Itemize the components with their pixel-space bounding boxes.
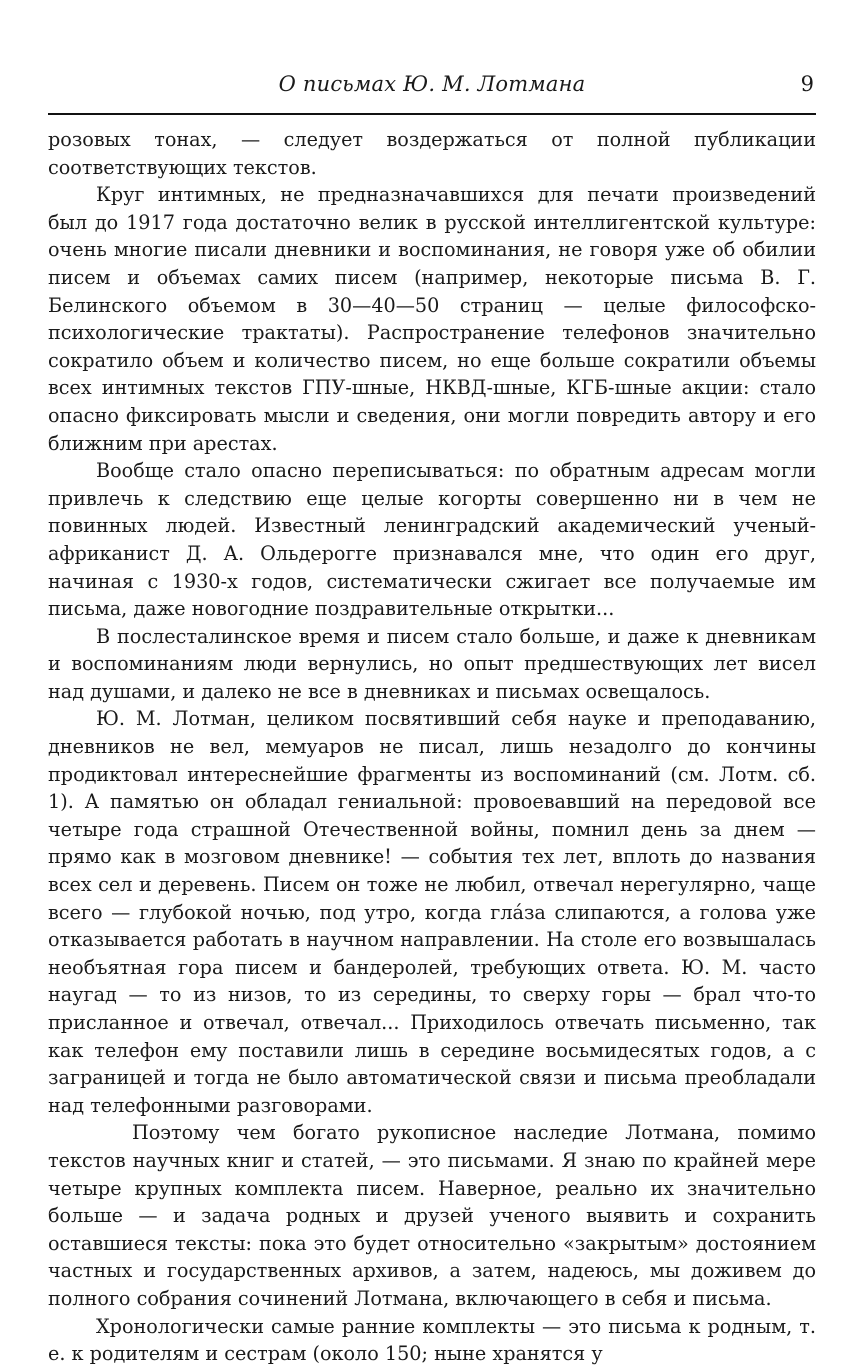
paragraph: Вообще стало опасно переписываться: по обратным адресам могли привлечь к следствию еще целые когорты совершенно ни в чем не повинных людей. Известный ленинградский академический ученый-африканист Д. А. Ольдерогге признавался мне, что один его друг, начиная с 1930-х годов, систематически сжигает все получаемые им письма, даже новогодние поздравительные открытки... — [48, 459, 816, 621]
paragraph: Поэтому чем богато рукописное наследие Лотмана, помимо текстов научных книг и статей, — это письмами. Я знаю по крайней мере четыре крупных комплекта писем. Наверное, реально их значительно больше — и задача родных и друзей ученого выявить и сохранить оставшиеся тексты: пока это будет относительно «закрытым» достоянием частных и государственных архивов, а затем, надеюсь, мы доживем до полного собрания сочинений Лотмана, включающего в себя и письма. — [48, 1121, 816, 1310]
header-rule — [48, 113, 816, 115]
paragraph: Хронологически самые ранние комплекты — это письма к родным, т. е. к родителям и сестрам (около 150; ныне хранятся у — [48, 1314, 816, 1366]
page-number: 9 — [800, 72, 814, 96]
paragraph: Круг интимных, не предназначавшихся для печати произведений был до 1917 года достаточно велик в русской интеллигентской культуре: очень многие писали дневники и воспоминания, не говоря уже об обилии писем и объемах самих писем (например, некоторые письма В. Г. Белинского объемом в 30—40—50 страниц — целые философско-психологические трактаты). Распространение телефонов значительно сократило объем и количество писем, но еще больше сократили объемы всех интимных текстов ГПУ-шные, НКВД-шные, КГБ-шные акции: стало опасно фиксировать мысли и сведения, они могли повредить автору и его ближним при арестах. — [48, 183, 816, 455]
running-title: О письмах Ю. М. Лотмана — [278, 72, 586, 96]
paragraph: В послесталинское время и писем стало больше, и даже к дневникам и воспоминаниям люди вернулись, но опыт предшествующих лет висел над душами, и далеко не все в дневниках и письмах освещалось. — [48, 624, 816, 703]
running-header — [48, 68, 816, 102]
body-text — [48, 126, 816, 1368]
paragraph: Ю. М. Лотман, целиком посвятивший себя науке и преподаванию, дневников не вел, мемуаров не писал, лишь незадолго до кончины продиктовал интереснейшие фрагменты из воспоминаний (см. Лотм. сб. 1). А памятью он обладал гениальной: провоевавший на передовой все четыре года страшной Отечественной войны, помнил день за днем — прямо как в мозговом дневнике! — события тех лет, вплоть до названия всех сел и деревень. Писем он тоже не любил, отвечал нерегулярно, чаще всего — глубокой ночью, под утро, когда глáза слипаются, а голова уже отказывается работать в научном направлении. На столе его возвышалась необъятная гора писем и бандеролей, требующих ответа. Ю. М. часто наугад — то из низов, то из середины, то сверху горы — брал что-то присланное и отвечал, отвечал... Приходилось отвечать письменно, так как телефон ему поставили лишь в середине восьмидесятых годов, а с заграницей и тогда не было автоматической связи и письма преобладали над телефонными разговорами. — [48, 707, 816, 1117]
paragraph-continued: розовых тонах, — следует воздержаться от полной публикации соответствующих текстов. — [48, 128, 816, 179]
